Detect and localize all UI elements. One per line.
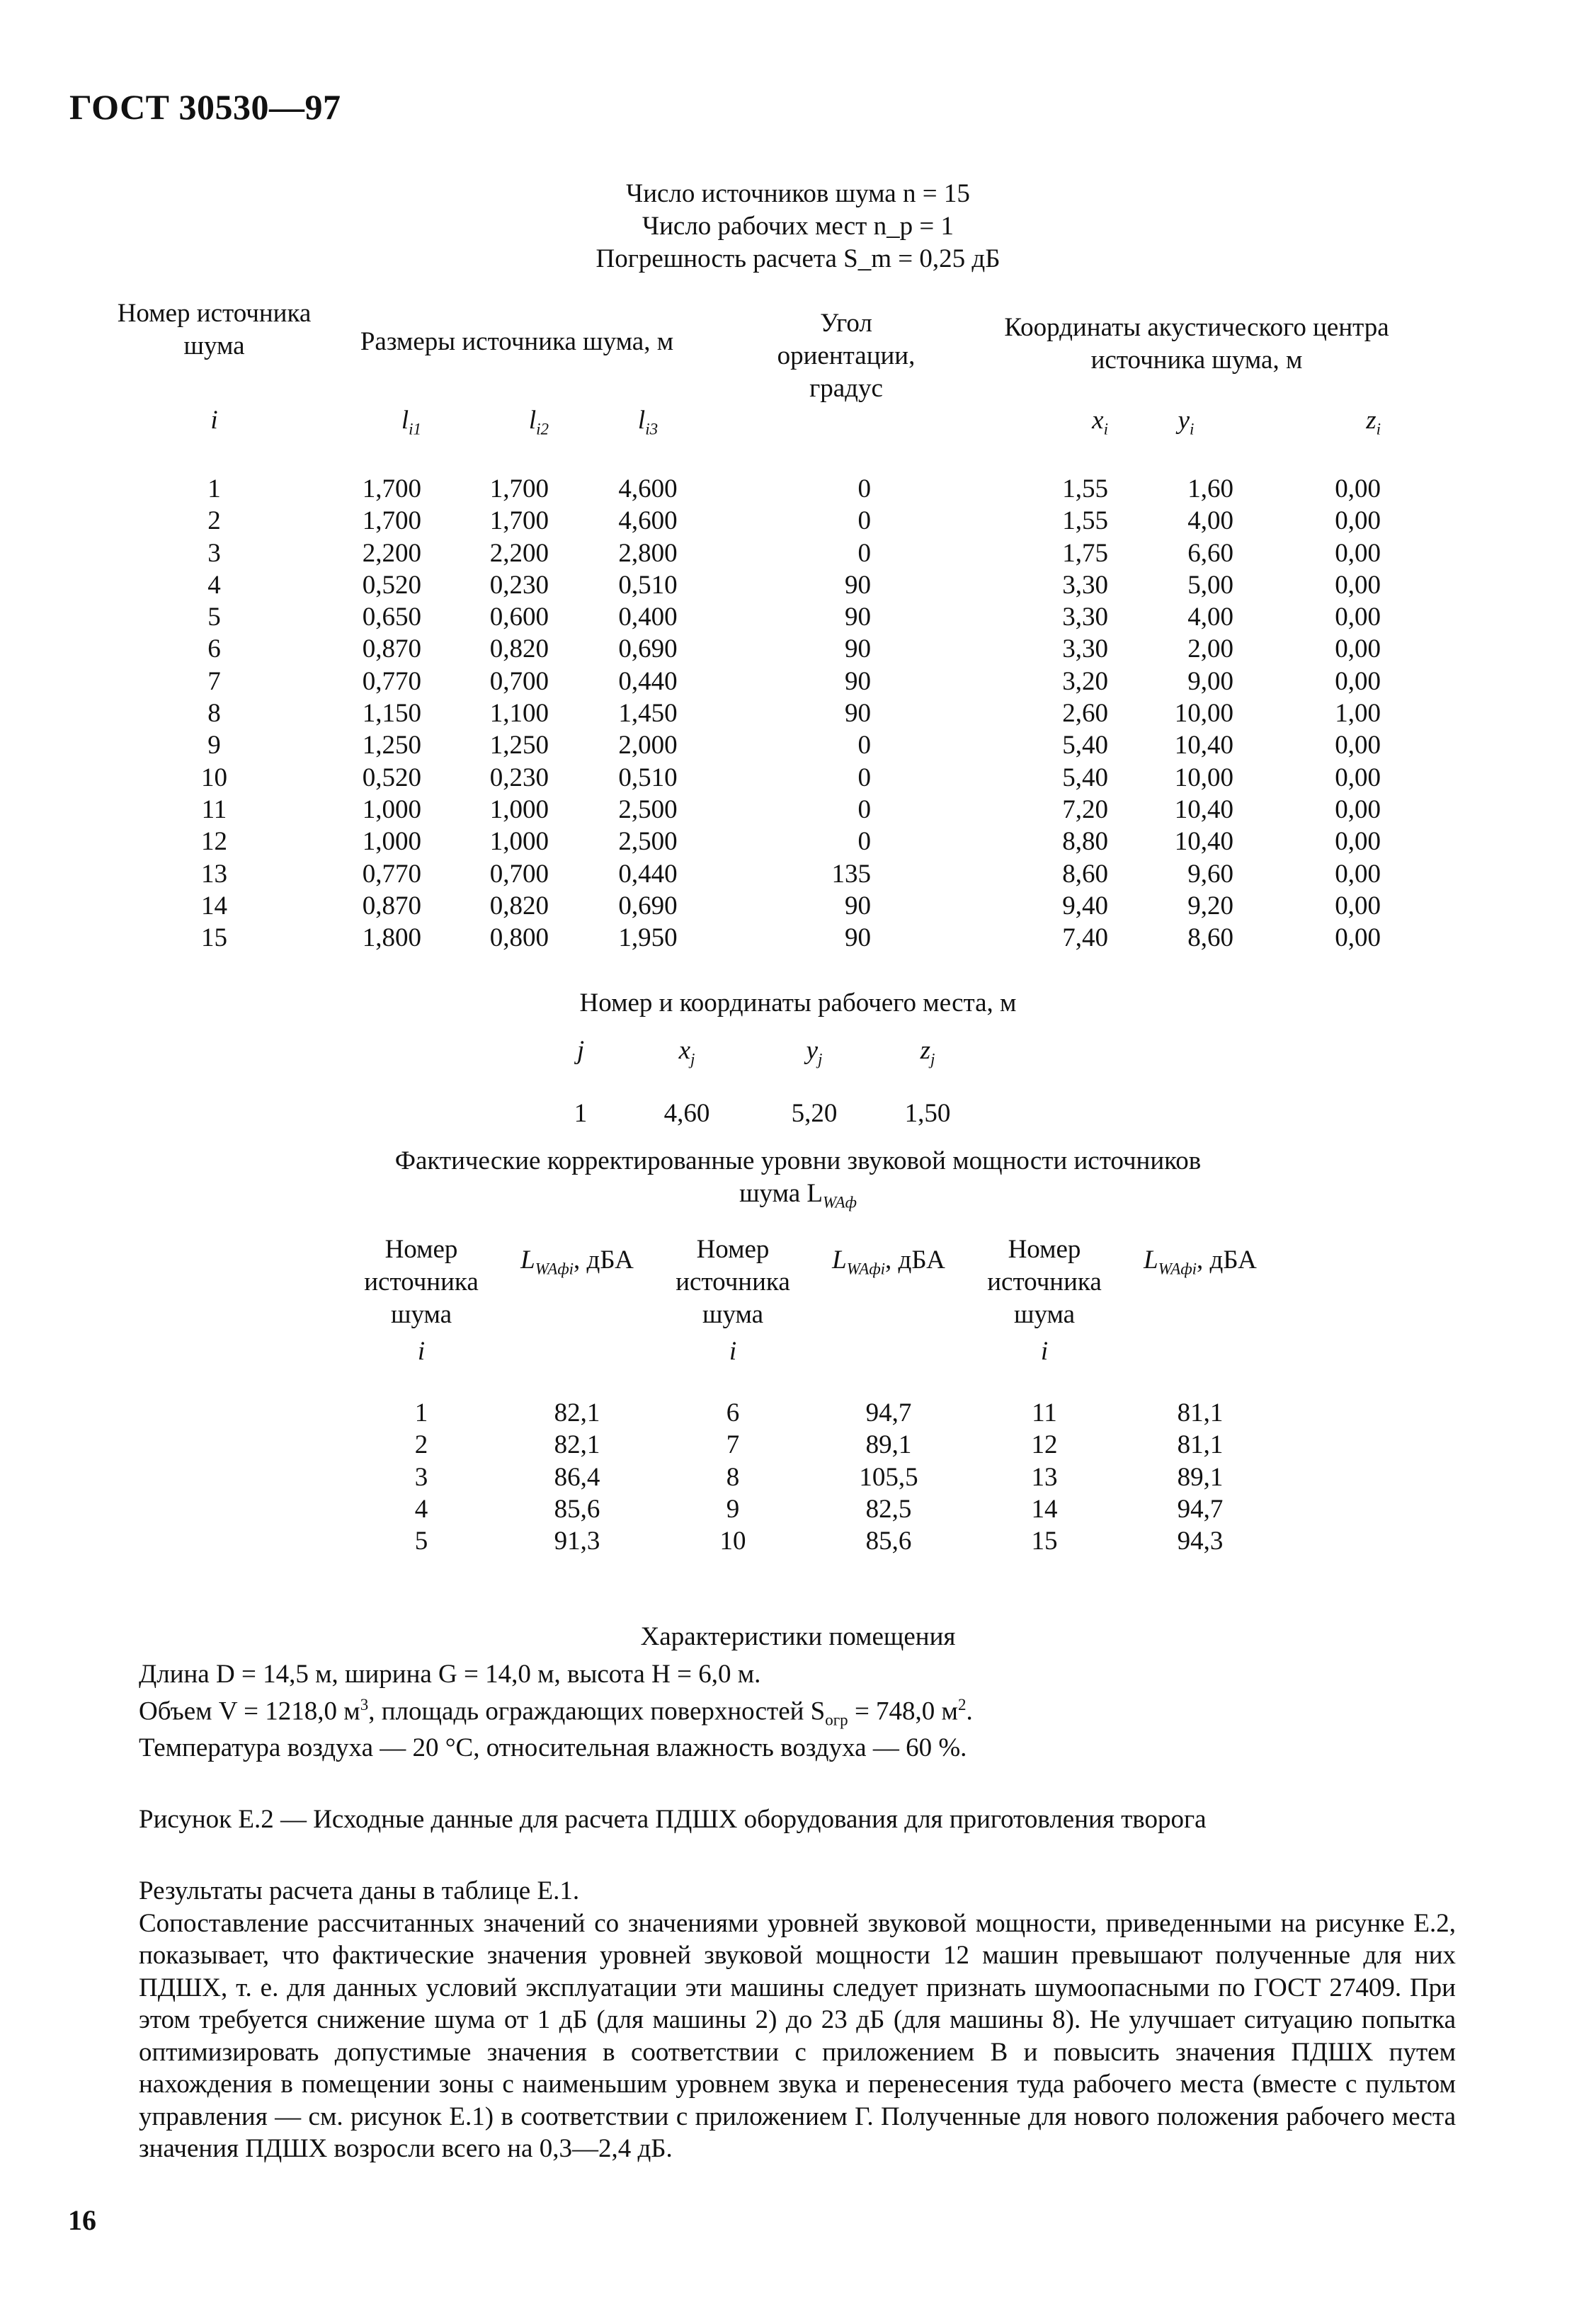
angle: 135 <box>831 859 871 889</box>
symbol-blank <box>510 1336 644 1397</box>
symbol-x: $x_i$ <box>1092 406 1108 438</box>
power-table <box>333 1233 1267 1557</box>
coord-y: 5,00 <box>1187 570 1233 600</box>
coord-y: 9,60 <box>1187 859 1233 889</box>
angle: 90 <box>845 699 871 729</box>
source-number: 11 <box>201 794 227 824</box>
symbol-y: $y_i$ <box>1178 406 1195 438</box>
size-l3: 4,600 <box>618 506 678 536</box>
size-l2: 0,820 <box>489 634 549 664</box>
size-l3: 2,500 <box>618 827 678 857</box>
coord-x: 8,60 <box>1062 859 1108 889</box>
table-row <box>113 729 1406 761</box>
source-number: 6 <box>207 634 221 664</box>
angle: 0 <box>857 763 871 792</box>
source-number: 5 <box>207 603 221 632</box>
angle: 90 <box>845 891 871 920</box>
coord-z: 0,00 <box>1335 634 1381 664</box>
source-number: 3 <box>207 538 221 568</box>
symbol-z: $z_i$ <box>1366 406 1381 438</box>
power-level-value: 81,1 <box>1177 1430 1224 1460</box>
figure-caption: Рисунок Е.2 — Исходные данные для расчета ПДШХ оборудования для приготовления творога <box>139 1805 1207 1834</box>
size-l3: 0,440 <box>618 666 678 696</box>
angle: 0 <box>857 731 871 760</box>
table-row <box>113 473 1406 505</box>
source-number: 10 <box>201 763 227 792</box>
coord-y: 6,60 <box>1187 538 1233 568</box>
coord-x: 3,30 <box>1062 570 1108 600</box>
symbol-yj: $y_j$ <box>806 1036 823 1068</box>
sources-count-line: Число источников шума n = 15 <box>626 179 970 208</box>
table-row <box>113 569 1406 601</box>
room-dimensions: Длина D = 14,5 м, ширина G = 14,0 м, высота H = 6,0 м. <box>139 1660 761 1689</box>
coord-x: 1,75 <box>1062 538 1108 568</box>
symbol-blank <box>1133 1336 1267 1397</box>
power-level-value: 85,6 <box>865 1527 912 1556</box>
power-source-number: 5 <box>414 1527 428 1556</box>
body-text <box>139 1875 1456 2165</box>
power-level-value: 91,3 <box>554 1527 600 1556</box>
symbol-li3: $l_{i3}$ <box>637 406 659 438</box>
size-l1: 1,700 <box>362 474 421 503</box>
coord-x: 3,20 <box>1062 666 1108 696</box>
coord-x: 8,80 <box>1062 827 1108 857</box>
col-orientation-angle: Угол ориентации, градус <box>777 309 916 403</box>
size-l2: 0,700 <box>489 666 549 696</box>
table-row <box>333 1493 1267 1525</box>
size-l1: 0,870 <box>362 891 421 920</box>
power-level-value: 82,1 <box>554 1430 600 1460</box>
room-volume-area: Объем V = 1218,0 $м^3$, площадь ограждающих поверхностей $S_{огр} = 748,0$ $м^2$. <box>139 1696 973 1729</box>
room-air-conditions: Температура воздуха — 20 °С, относительная влажность воздуха — 60 %. <box>139 1733 967 1762</box>
power-level-value: 86,4 <box>554 1462 600 1492</box>
source-number: 9 <box>207 731 221 760</box>
coord-z: 0,00 <box>1335 570 1381 600</box>
col-acoustic-center: Координаты акустического центра источника шума, м <box>1004 313 1389 375</box>
coord-x: 5,40 <box>1062 763 1108 792</box>
size-l2: 1,700 <box>489 474 549 503</box>
coord-z: 1,00 <box>1335 699 1381 729</box>
power-level-value: 105,5 <box>859 1462 918 1492</box>
coord-x: 7,40 <box>1062 923 1108 953</box>
angle: 90 <box>845 570 871 600</box>
size-l3: 0,440 <box>618 859 678 889</box>
coord-z: 0,00 <box>1335 891 1381 920</box>
workplace-z: 1,50 <box>904 1099 951 1129</box>
coord-x: 9,40 <box>1062 891 1108 920</box>
workplace-table <box>545 1035 984 1130</box>
size-l3: 0,690 <box>618 634 678 664</box>
size-l3: 4,600 <box>618 474 678 503</box>
document-code: ГОСТ 30530—97 <box>69 87 341 127</box>
coord-y: 4,00 <box>1187 603 1233 632</box>
angle: 90 <box>845 666 871 696</box>
power-source-number: 6 <box>726 1398 740 1427</box>
coord-y: 9,00 <box>1187 666 1233 696</box>
table-row <box>113 666 1406 697</box>
symbol-blank <box>821 1336 956 1397</box>
size-l1: 1,000 <box>362 827 421 857</box>
size-l2: 1,250 <box>489 731 549 760</box>
size-l3: 2,000 <box>618 731 678 760</box>
size-l2: 1,100 <box>489 699 549 729</box>
source-number: 2 <box>207 506 221 536</box>
size-l2: 0,230 <box>489 763 549 792</box>
coord-y: 8,60 <box>1187 923 1233 953</box>
size-l3: 2,500 <box>618 794 678 824</box>
sources-table <box>113 297 1406 954</box>
angle: 0 <box>857 794 871 824</box>
source-number: 14 <box>201 891 227 920</box>
size-l2: 1,000 <box>489 827 549 857</box>
coord-x: 7,20 <box>1062 794 1108 824</box>
power-source-number: 14 <box>1031 1494 1058 1524</box>
power-source-number: 9 <box>726 1494 740 1524</box>
source-number: 7 <box>207 666 221 696</box>
size-l1: 1,250 <box>362 731 421 760</box>
size-l1: 0,520 <box>362 570 421 600</box>
power-source-number: 15 <box>1031 1527 1058 1556</box>
coord-z: 0,00 <box>1335 763 1381 792</box>
size-l1: 1,800 <box>362 923 421 953</box>
workplace-title: Номер и координаты рабочего места, м <box>579 988 1017 1017</box>
size-l1: 0,770 <box>362 859 421 889</box>
size-l2: 0,800 <box>489 923 549 953</box>
size-l3: 0,690 <box>618 891 678 920</box>
coord-y: 2,00 <box>1187 634 1233 664</box>
size-l1: 1,150 <box>362 699 421 729</box>
size-l2: 0,600 <box>489 603 549 632</box>
col-power-source-number: Номер источника шума <box>987 1235 1102 1329</box>
power-level-value: 94,7 <box>1177 1494 1224 1524</box>
workplace-number: 1 <box>574 1099 588 1129</box>
table-row <box>113 826 1406 857</box>
table-row <box>333 1461 1267 1493</box>
source-number: 12 <box>201 827 227 857</box>
angle: 0 <box>857 827 871 857</box>
workplace-y: 5,20 <box>791 1099 838 1129</box>
workplace-x: 4,60 <box>663 1099 710 1129</box>
symbol-i: i <box>729 1337 737 1366</box>
table-row <box>113 794 1406 826</box>
page-number: 16 <box>68 2204 96 2236</box>
size-l2: 0,230 <box>489 570 549 600</box>
power-source-number: 4 <box>414 1494 428 1524</box>
size-l1: 0,520 <box>362 763 421 792</box>
symbol-li2: $l_{i2}$ <box>528 406 549 438</box>
coord-y: 4,00 <box>1187 506 1233 536</box>
symbol-i: i <box>210 406 218 435</box>
angle: 0 <box>857 538 871 568</box>
size-l3: 0,400 <box>618 603 678 632</box>
col-power-level: $L_{WAфi}$, дБА <box>520 1245 634 1278</box>
paragraph-2: Сопоставление рассчитанных значений со значениями уровней звуковой мощности, приведенными на рисунке Е.2, показывает, что фактические значения уровней звуковой мощности 12 машин превышают полученные для них ПДШХ, т. е. для данных условий эксплуатации эти машины следует признать шумоопасными по ГОСТ 27409. При этом требуется снижение шума от 1 дБ (для машины 2) до 23 дБ (для машины 8). Не улучшает ситуацию попытка оптимизировать допустимые значения в соответствии с приложением В и повысить значения ПДШХ путем нахождения в помещении зоны с наименьшим уровнем звука и перенесения туда рабочего места (вместе с пультом управления — см. рисунок Е.1) в соответствии с приложением Г. Полученные для нового положения рабочего места значения ПДШХ возросли всего на 0,3—2,4 дБ. <box>139 1908 1456 2163</box>
coord-x: 3,30 <box>1062 603 1108 632</box>
symbol-zj: $z_j$ <box>920 1036 935 1068</box>
coord-y: 10,40 <box>1174 827 1233 857</box>
size-l3: 0,510 <box>618 763 678 792</box>
power-title-line2: шума $L_{WAф}$ <box>739 1179 857 1211</box>
size-l3: 2,800 <box>618 538 678 568</box>
symbol-j: j <box>576 1036 585 1065</box>
power-source-number: 12 <box>1031 1430 1058 1460</box>
calc-error-line: Погрешность расчета S_m = 0,25 дБ <box>595 244 1001 273</box>
coord-z: 0,00 <box>1335 474 1381 503</box>
power-level-value: 89,1 <box>865 1430 912 1460</box>
power-source-number: 10 <box>719 1527 746 1556</box>
size-l1: 2,200 <box>362 538 421 568</box>
sources-rows <box>113 473 1406 954</box>
source-number: 13 <box>201 859 227 889</box>
size-l3: 1,950 <box>618 923 678 953</box>
col-power-source-number: Номер источника шума <box>676 1235 790 1329</box>
coord-y: 10,40 <box>1174 731 1233 760</box>
coord-x: 1,55 <box>1062 506 1108 536</box>
workplaces-count-line: Число рабочих мест n_p = 1 <box>642 212 954 241</box>
power-title-line1: Фактические корректированные уровни звуковой мощности источников <box>394 1146 1202 1175</box>
power-level-value: 82,1 <box>554 1398 600 1427</box>
col-source-sizes: Размеры источника шума, м <box>360 327 674 356</box>
symbol-i: i <box>417 1337 426 1366</box>
source-number: 8 <box>207 699 221 729</box>
table-row <box>113 633 1406 665</box>
angle: 0 <box>857 506 871 536</box>
size-l3: 1,450 <box>618 699 678 729</box>
power-level-value: 94,7 <box>865 1398 912 1427</box>
coord-y: 9,20 <box>1187 891 1233 920</box>
size-l1: 1,000 <box>362 794 421 824</box>
coord-x: 2,60 <box>1062 699 1108 729</box>
table-row <box>113 858 1406 890</box>
power-source-number: 13 <box>1031 1462 1058 1492</box>
coord-x: 1,55 <box>1062 474 1108 503</box>
size-l3: 0,510 <box>618 570 678 600</box>
table-row <box>113 697 1406 729</box>
coord-y: 1,60 <box>1187 474 1233 503</box>
table-row <box>333 1429 1267 1461</box>
coord-y: 10,40 <box>1174 794 1233 824</box>
coord-z: 0,00 <box>1335 923 1381 953</box>
room-title: Характеристики помещения <box>640 1622 956 1651</box>
power-source-number: 11 <box>1032 1398 1057 1427</box>
size-l2: 1,000 <box>489 794 549 824</box>
power-source-number: 3 <box>414 1462 428 1492</box>
size-l1: 0,870 <box>362 634 421 664</box>
col-power-level: $L_{WAфi}$, дБА <box>832 1245 945 1278</box>
coord-y: 10,00 <box>1174 763 1233 792</box>
power-level-value: 82,5 <box>865 1494 912 1524</box>
angle: 90 <box>845 634 871 664</box>
table-row <box>113 922 1406 954</box>
table-row <box>333 1397 1267 1429</box>
source-number: 4 <box>207 570 221 600</box>
size-l1: 1,700 <box>362 506 421 536</box>
size-l2: 2,200 <box>489 538 549 568</box>
power-source-number: 7 <box>726 1430 740 1460</box>
col-power-source-number: Номер источника шума <box>364 1235 479 1329</box>
coord-z: 0,00 <box>1335 666 1381 696</box>
table-row <box>113 762 1406 794</box>
table-row <box>113 890 1406 922</box>
col-power-level: $L_{WAфi}$, дБА <box>1144 1245 1257 1278</box>
symbol-li1: $l_{i1}$ <box>401 406 421 438</box>
table-row <box>113 505 1406 537</box>
power-level-value: 85,6 <box>554 1494 600 1524</box>
coord-z: 0,00 <box>1335 794 1381 824</box>
paragraph-1: Результаты расчета даны в таблице Е.1. <box>139 1876 580 1905</box>
size-l1: 0,770 <box>362 666 421 696</box>
table-row <box>113 537 1406 569</box>
angle: 90 <box>845 603 871 632</box>
angle: 90 <box>845 923 871 953</box>
power-source-number: 1 <box>414 1398 428 1427</box>
size-l1: 0,650 <box>362 603 421 632</box>
coord-z: 0,00 <box>1335 538 1381 568</box>
size-l2: 0,700 <box>489 859 549 889</box>
table-row <box>333 1525 1267 1557</box>
size-l2: 1,700 <box>489 506 549 536</box>
coord-x: 5,40 <box>1062 731 1108 760</box>
power-level-value: 81,1 <box>1177 1398 1224 1427</box>
size-l2: 0,820 <box>489 891 549 920</box>
table-row <box>113 601 1406 633</box>
coord-z: 0,00 <box>1335 506 1381 536</box>
power-level-value: 89,1 <box>1177 1462 1224 1492</box>
power-source-number: 8 <box>726 1462 740 1492</box>
power-source-number: 2 <box>414 1430 428 1460</box>
source-number: 15 <box>201 923 227 953</box>
coord-z: 0,00 <box>1335 731 1381 760</box>
coord-x: 3,30 <box>1062 634 1108 664</box>
power-level-value: 94,3 <box>1177 1527 1224 1556</box>
coord-z: 0,00 <box>1335 859 1381 889</box>
symbol-i: i <box>1040 1337 1049 1366</box>
angle: 0 <box>857 474 871 503</box>
coord-z: 0,00 <box>1335 827 1381 857</box>
col-source-number: Номер источника шума <box>117 299 312 360</box>
source-number: 1 <box>207 474 221 503</box>
coord-z: 0,00 <box>1335 603 1381 632</box>
symbol-xj: $x_j$ <box>678 1036 695 1068</box>
coord-y: 10,00 <box>1174 699 1233 729</box>
